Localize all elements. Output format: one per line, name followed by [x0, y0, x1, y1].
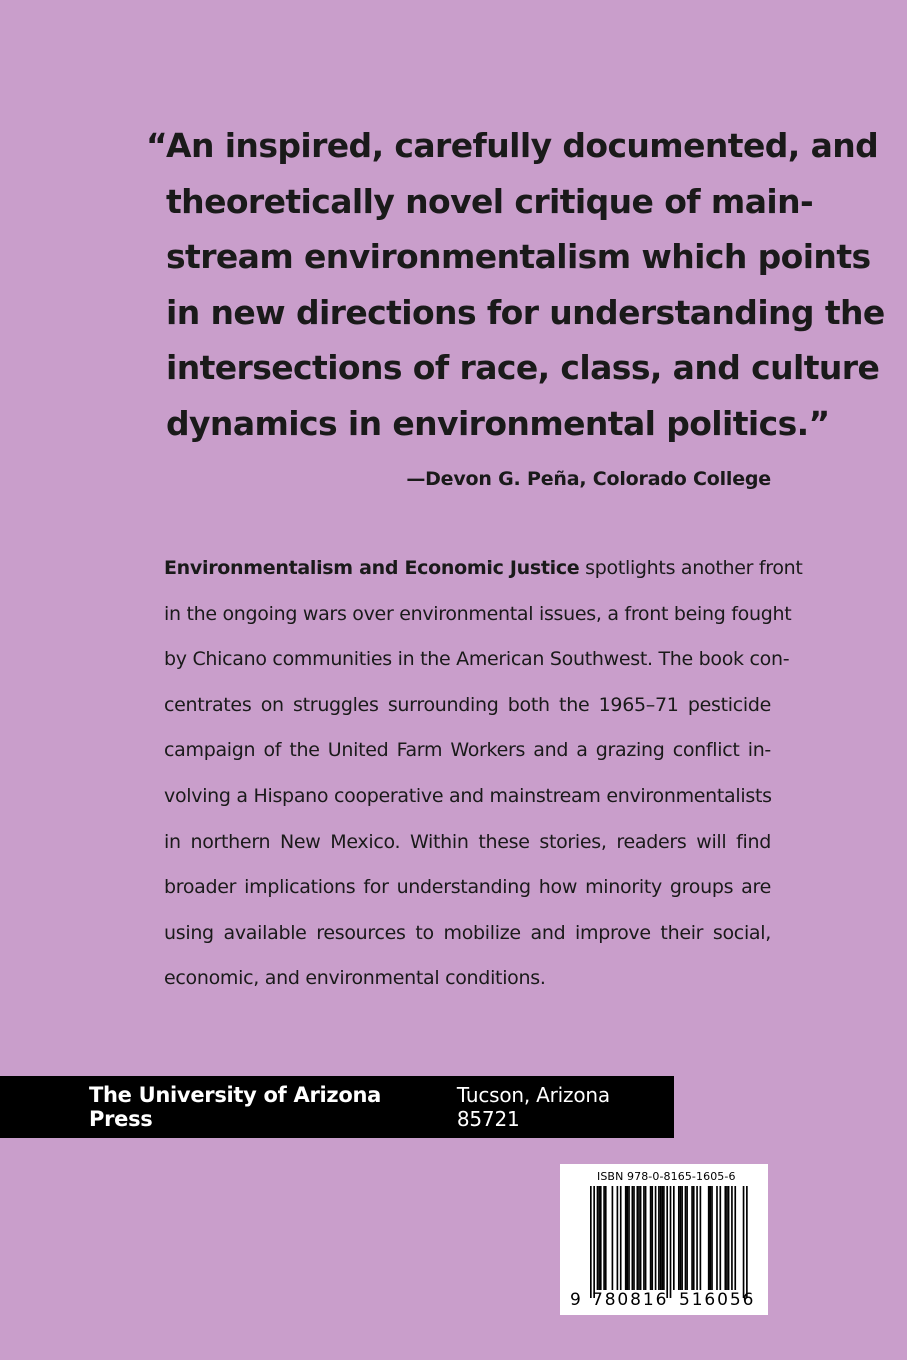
barcode-bar: [696, 1186, 698, 1290]
barcode-bar: [700, 1186, 702, 1290]
barcode-bar: [726, 1186, 728, 1290]
quote-attribution: —Devon G. Peña, Colorado College: [406, 468, 771, 490]
description-line: volving a Hispano cooperative and mainstream environmentalists: [164, 784, 772, 807]
barcode-guard-bar: [670, 1186, 672, 1298]
description-line: broader implications for understanding how minority groups are: [164, 876, 771, 899]
isbn-barcode: [560, 1164, 768, 1315]
barcode-right-digits: 516056: [679, 1290, 756, 1310]
description-line: campaign of the United Farm Workers and a grazing conflict in-: [164, 739, 771, 762]
description-first-line-rest: spotlights another front: [579, 557, 803, 579]
quote-line: theoretically novel critique of main-: [166, 181, 814, 221]
barcode-bar: [708, 1186, 710, 1290]
quote-line: An inspired, carefully documented, and: [166, 126, 879, 165]
barcode-left-digits: 780816: [592, 1290, 669, 1310]
barcode-bar: [724, 1186, 726, 1290]
description-line: in northern New Mexico. Within these stories, readers will find: [164, 830, 771, 853]
barcode-bar: [663, 1186, 665, 1290]
quote-line: in new directions for understanding the: [166, 292, 885, 332]
barcode-bar: [612, 1186, 614, 1290]
barcode-bar: [719, 1186, 721, 1290]
barcode-bar: [678, 1186, 680, 1290]
book-title: Environmentalism and Economic Justice: [164, 557, 580, 579]
isbn-label: ISBN 978-0-8165-1605-6: [597, 1170, 736, 1183]
barcode-bar: [731, 1186, 733, 1290]
barcode-bar: [617, 1186, 619, 1290]
barcode-bar: [627, 1186, 629, 1290]
barcode-bar: [658, 1186, 660, 1290]
barcode-bar: [710, 1186, 712, 1290]
barcode-bar: [620, 1186, 622, 1290]
barcode-bar: [643, 1186, 645, 1290]
barcode-bar: [673, 1186, 675, 1290]
barcode-bar: [645, 1186, 647, 1290]
description-line: in the ongoing wars over environmental issues, a front being fought: [164, 602, 792, 625]
description-line: [164, 546, 803, 592]
publisher-location: Tucson, Arizona 85721: [456, 1083, 610, 1131]
barcode-bar: [628, 1186, 630, 1290]
barcode-bar: [734, 1186, 736, 1290]
barcode-bar: [651, 1186, 653, 1290]
barcode-bar: [625, 1186, 627, 1290]
publisher-name: The University of Arizona Press: [89, 1083, 382, 1131]
barcode-bar: [728, 1186, 730, 1290]
barcode-bar: [636, 1186, 638, 1290]
barcode-guard-bar: [743, 1186, 745, 1298]
description-line: economic, and environmental conditions.: [164, 967, 546, 990]
barcode-bar: [655, 1186, 657, 1290]
barcode-bar: [632, 1186, 634, 1290]
barcode-bar: [633, 1186, 635, 1290]
barcode-bar: [605, 1186, 607, 1290]
barcode-bar: [603, 1186, 605, 1290]
quote-line: intersections of race, class, and culture: [166, 348, 880, 387]
barcode-bar: [681, 1186, 683, 1290]
barcode-guard-bar: [746, 1186, 748, 1298]
barcode-bar: [680, 1186, 682, 1290]
barcode-bar: [638, 1186, 640, 1290]
barcode-bar: [660, 1186, 662, 1290]
barcode-bar: [711, 1186, 713, 1290]
barcode-bar: [691, 1186, 693, 1290]
barcode-bar: [598, 1186, 600, 1290]
endorsement-quote: [146, 118, 885, 451]
barcode-bar: [600, 1186, 602, 1290]
description-line: centrates on struggles surrounding both the 1965–71 pesticide: [164, 693, 771, 716]
barcode-bar: [693, 1186, 695, 1290]
publisher-bar: [0, 1076, 674, 1138]
barcode-bar: [685, 1186, 687, 1290]
barcode-bar: [650, 1186, 652, 1290]
quote-open-mark: “: [146, 126, 168, 165]
barcode-bar: [686, 1186, 688, 1290]
barcode-guard-bar: [666, 1186, 668, 1298]
barcode-bar: [661, 1186, 663, 1290]
barcode-guard-bar: [593, 1186, 595, 1298]
barcode-guard-bar: [590, 1186, 592, 1298]
barcode-first-digit: 9: [570, 1290, 581, 1310]
quote-line: stream environmentalism which points: [166, 237, 871, 276]
quote-line: dynamics in environmental politics.”: [166, 403, 830, 443]
description-line: using available resources to mobilize and improve their social,: [164, 921, 771, 944]
description-line: by Chicano communities in the American Southwest. The book con-: [164, 648, 790, 671]
barcode-bar: [640, 1186, 642, 1290]
barcode-bar: [597, 1186, 599, 1290]
book-description: [164, 546, 803, 1002]
barcode-bar: [716, 1186, 718, 1290]
